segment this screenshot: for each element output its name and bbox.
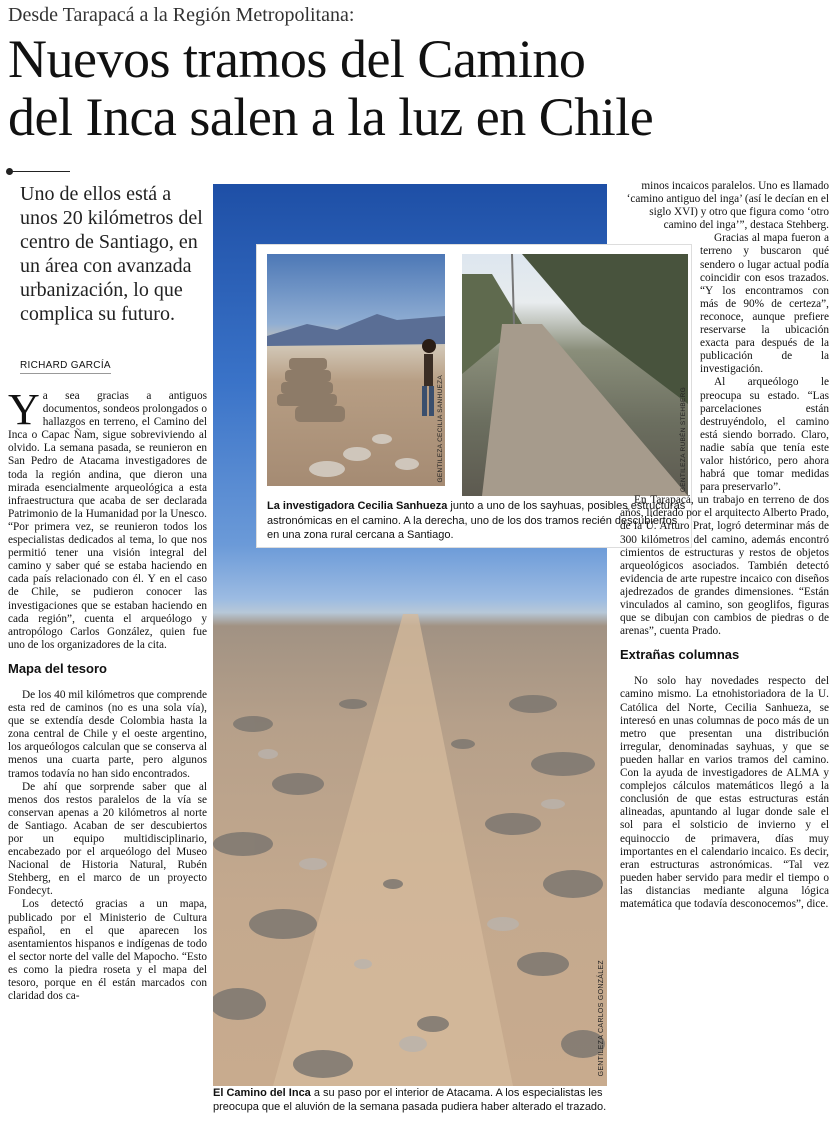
headline-line-1: Nuevos tramos del Camino — [8, 29, 586, 89]
paragraph: No solo hay novedades respecto del camino mismo. La etnohistoriadora de la U. Católica del Norte, Cecilia Sanhueza, se interesó en unas columnas de poco más de un metro que presentan una distribución irregular, denominadas sayhuas, y que se pueden hallar en varios tramos del camino. Con la ayuda de investigadores de ALMA y complejos cálculos matemáticos llegó a la conclusión de que estas estructuras están alineadas, apuntando al lugar donde sale el sol para el solsticio de invierno y el equinoccio de primavera, días muy importantes en el calendario incaico. Es decir, eran estructuras astronómicas. “Tal vez pueden haber servido para medir el tiempo o las distancias mediante alguna lógica matemática que todavía desconocemos”, dice. — [620, 675, 829, 910]
paragraph: Ya sea gracias a antiguos documentos, sondeos prolongados o hallazgos en terreno, el Camino del Inca o Capac Ñam, sigue sobreviviendo al olvido. La semana pasada, se reunieron en San Pedro de Atacama investigadores de toda la región andina, que dieron una mirada esencialmente arqueológica a esta infraestructura que acaba de ser declarada Patrimonio de la Humanidad por la Unesco. “Por primera vez, se reunieron todos los especialistas dedicados al tema, lo que nos permitió tener una visión integral del camino y saber qué se estaba haciendo en cada país relacionado con él. Y en el caso de Chile, se pudieron conocer las investigaciones que se estaban haciendo en cada región”, cuenta el arqueólogo y antropólogo Carlos González, quien fue uno de los organizadores de la cita. — [8, 385, 207, 651]
photo-credit: GENTILEZA CARLOS GONZÁLEZ — [598, 959, 605, 1076]
divider — [8, 171, 70, 172]
paragraph: De ahí que sorprende saber que al menos dos restos paralelos de la vía se conservan apenas a 20 kilómetros al norte de Santiago. Acaban de ser descubiertos por un equipo multidisciplinario, encabezado por el arqueólogo del Museo Nacional de Historia Natural, Rubén Stehberg, en el marco de un proyecto Fondecyt. — [8, 780, 207, 898]
main-photo-caption: El Camino del Inca a su paso por el interior de Atacama. A los especialistas les preocupa que el aluvión de la semana pasada pudiera haber alterado el trazado. — [213, 1087, 607, 1113]
paragraph: De los 40 mil kilómetros que comprende esta red de caminos (no es una sola vía), que se extendía desde Colombia hasta la zona central de Chile y el oeste argentino, los arqueólogos calculan que se conserva al menos una cuarta parte, pero algunos tramos todavía no han sido encontrados. — [8, 688, 207, 780]
dropcap: Y — [8, 385, 40, 434]
paragraph-wrap — [700, 232, 829, 494]
headline — [8, 30, 828, 146]
paragraph: minos incaicos paralelos. Uno es llamado ‘camino antiguo del inga’ (así le decían en el siglo XVI) y otro que figura como ‘otro camino del inga’”, destaca Stehberg. — [626, 180, 829, 232]
paragraph: Al arqueólogo le preocupa su estado. “Las parcelaciones están destruyéndolo, el camino está siendo borrado. Claro, nadie sabía que tenía este valor histórico, pero ahora habrá que tomar medidas para preservarlo”. — [700, 376, 829, 494]
sayhua-illustration — [267, 254, 445, 486]
paragraph: Los detectó gracias a un mapa, publicado por el Ministerio de Cultura español, en el que aparecen los asentamientos hispanos e indígenas de todo el sector norte del valle del Mapocho. “Esto es como la piedra roseta y el mapa del tesoro, porque en él están marcados con claridad dos ca- — [8, 898, 207, 1003]
right-column — [620, 180, 829, 911]
subhead-extranas-columnas: Extrañas columnas — [620, 647, 740, 663]
kicker: Desde Tarapacá a la Región Metropolitana: — [8, 4, 355, 26]
paragraph: En Tarapacá, un trabajo en terreno de dos años, liderado por el arquitecto Alberto Prado, de la U. Arturo Prat, logró determinar más de 300 kilómetros del camino, además encontró cimientos de estructuras y restos de objetos arqueológicos asociados. También detectó evidencia de arte rupestre incaico con diseños ajedrezados de grandes dimensiones. “Están vinculados al camino, son geoglifos, figuras que se dibujan con cambios de piedras o de arenas”, cuenta Prado. — [620, 494, 829, 638]
photo-credit: GENTILEZA RUBÉN STEHBERG — [680, 386, 687, 492]
photo-sayhua — [267, 254, 445, 486]
bullet-icon — [6, 168, 13, 175]
photo-credit: GENTILEZA CECILIA SANHUEZA — [437, 374, 444, 482]
subhead-mapa-del-tesoro: Mapa del tesoro — [8, 660, 107, 676]
byline: RICHARD GARCÍA — [20, 360, 111, 374]
inset-caption: La investigadora Cecilia Sanhueza junto a uno de los sayhuas, posibles estructuras astronómicas en el camino. A la derecha, uno de los dos tramos recién descubiertos en una zona rural cercana a Santiago. — [267, 500, 686, 541]
dek: Uno de ellos está a unos 20 kilómetros del centro de Santiago, en un área con avanzada urbanización, lo que complica su futuro. — [20, 183, 203, 325]
headline-line-2: del Inca salen a la luz en Chile — [8, 87, 654, 147]
paragraph: Gracias al mapa fueron a terreno y buscaron qué sendero o lugar actual podía coincidir con esos trazados. “Y los encontramos con más de 90% de certeza”, reconoce, aunque prefiere reservarse la ubicación exacta para después de la publicación de la investigación. — [700, 232, 829, 376]
left-column — [8, 385, 207, 1003]
